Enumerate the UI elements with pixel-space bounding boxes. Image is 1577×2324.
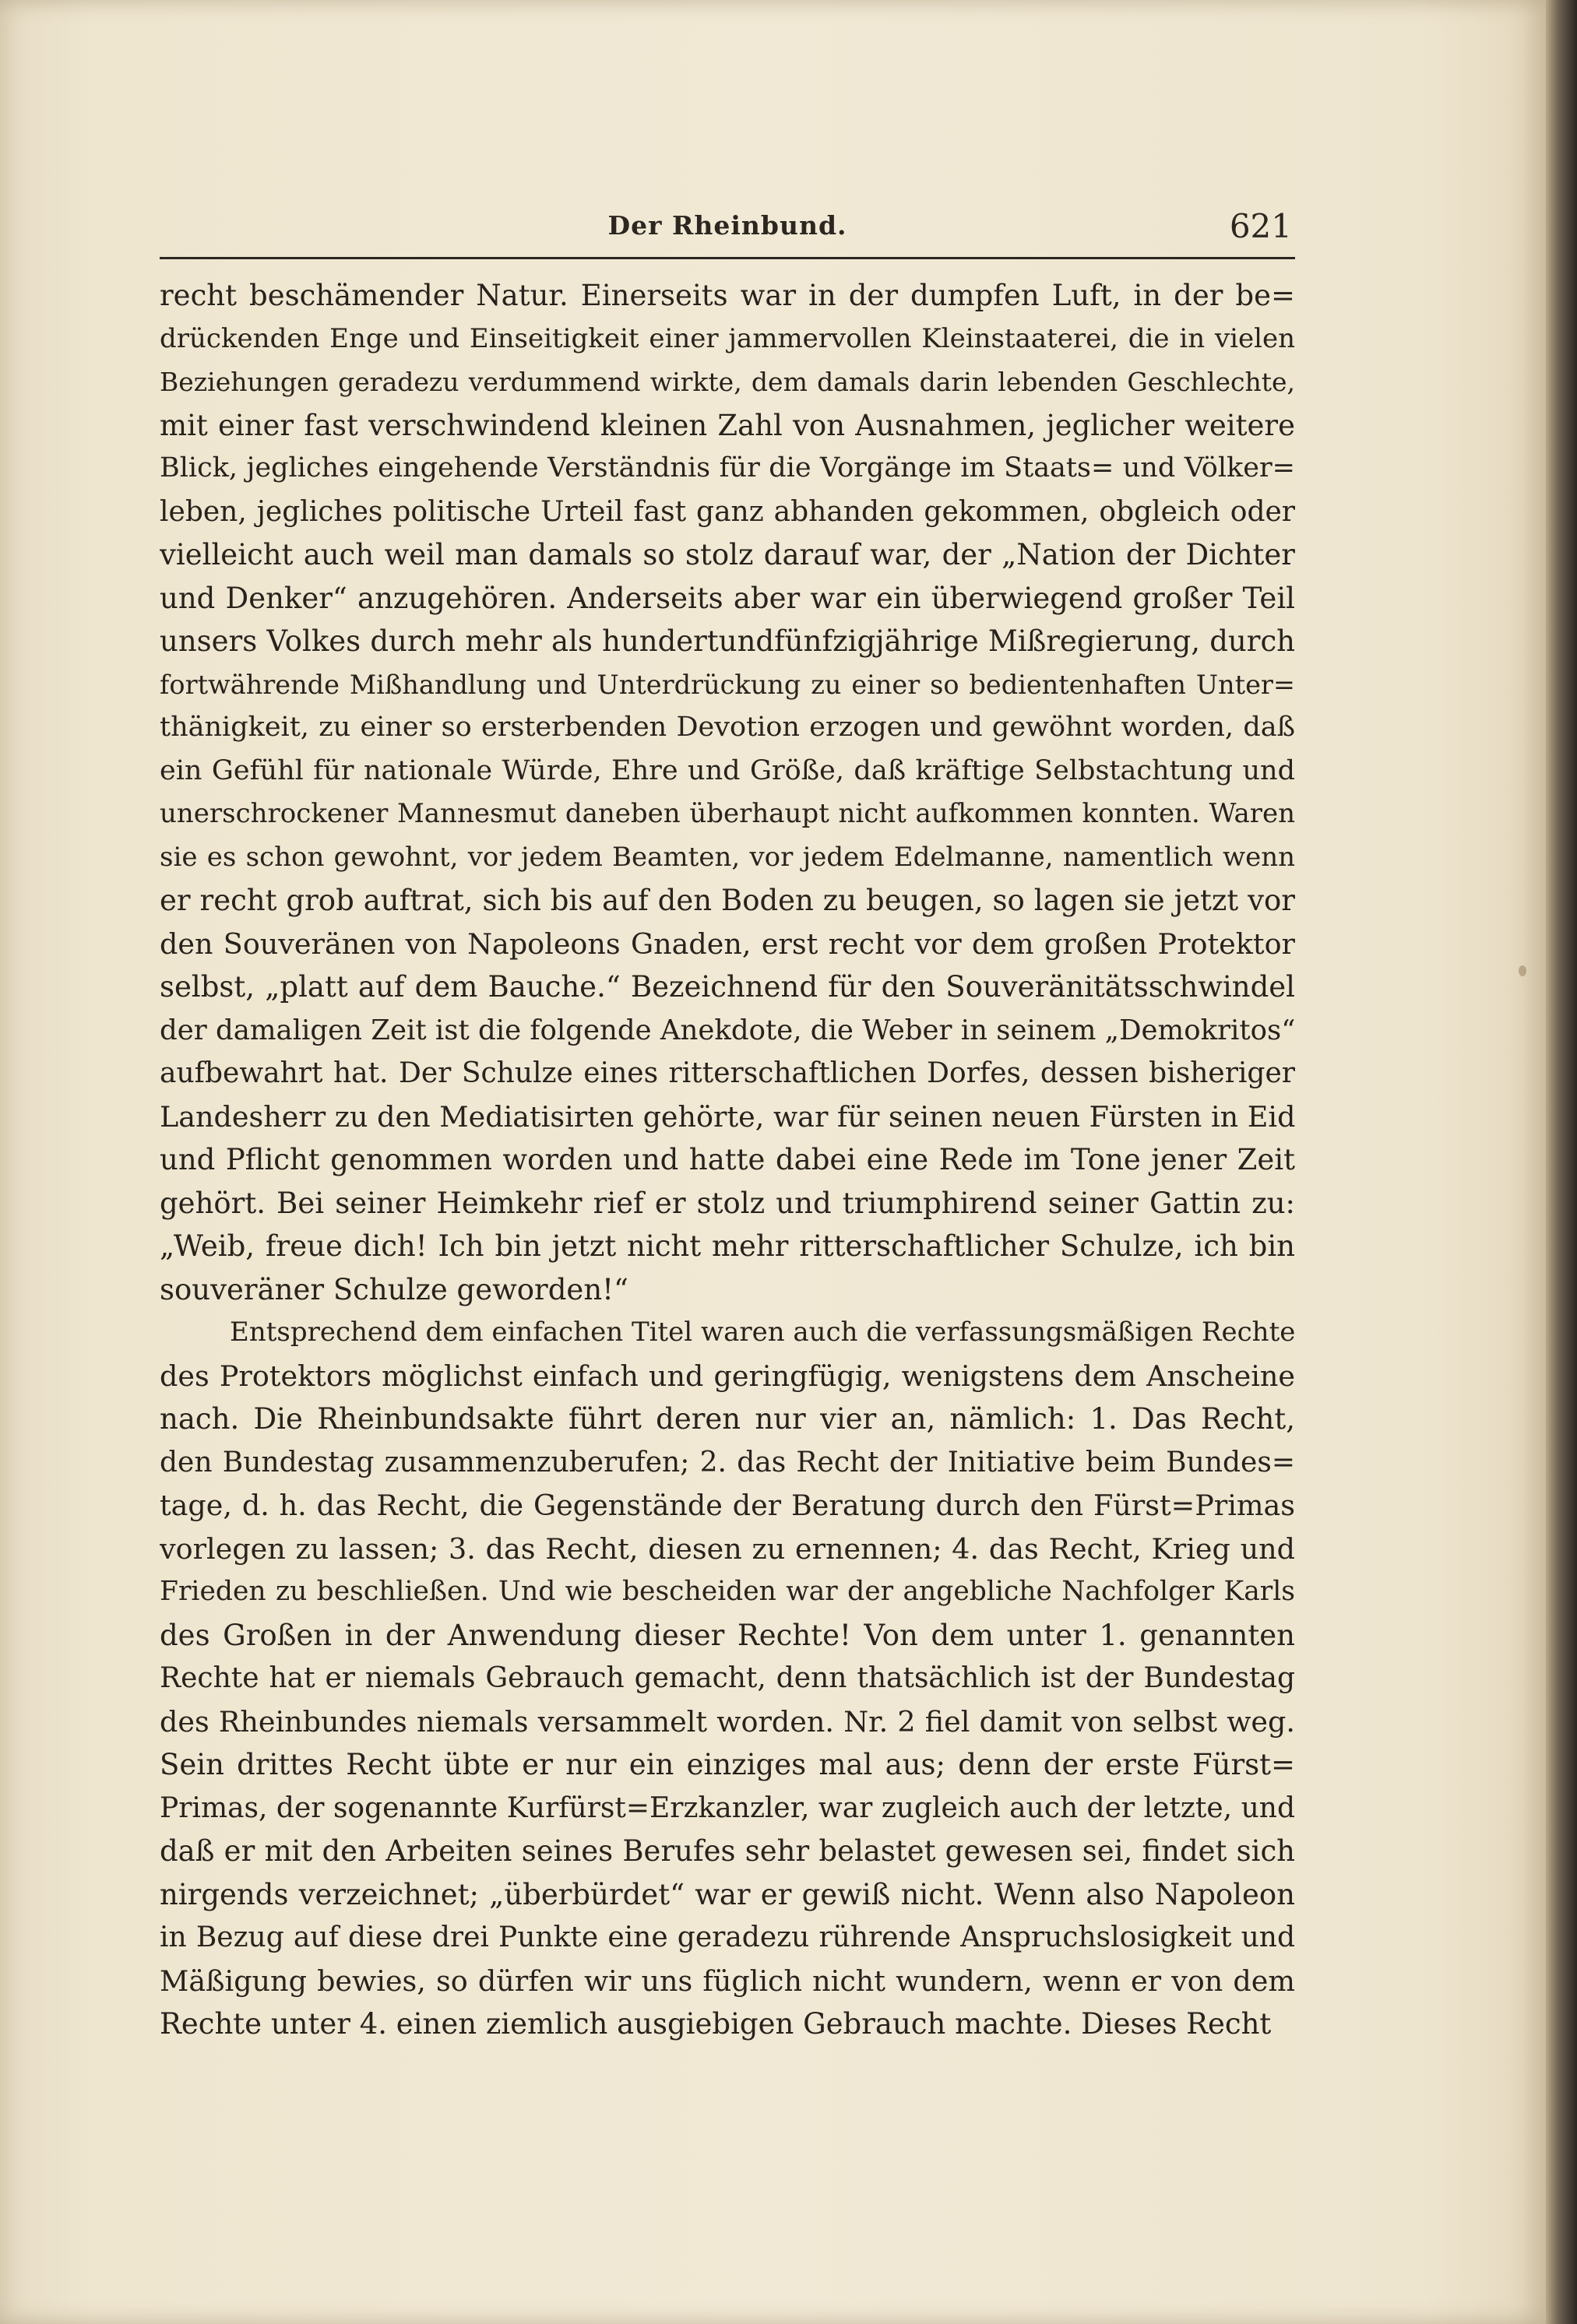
text-line: recht beschämender Natur. Einerseits war in der dumpfen Luft, in der be= (160, 279, 1295, 312)
text-line: in Bezug auf diese drei Punkte eine geradezu rührende Anspruchslosigkeit und (160, 1921, 1295, 1953)
text-line: mit einer fast verschwindend kleinen Zahl von Ausnahmen, jeglicher weitere (160, 408, 1295, 442)
page-number: 621 (1229, 207, 1292, 245)
text-line: und Pflicht genommen worden und hatte dabei eine Rede im Tone jener Zeit (160, 1143, 1295, 1176)
text-line: Sein drittes Recht übte er nur ein einziges mal aus; denn der erste Fürst= (160, 1748, 1295, 1781)
text-line: den Souveränen von Napoleons Gnaden, erst recht vor dem großen Protektor (160, 926, 1295, 961)
paragraph (160, 274, 1295, 1311)
text-line: Rechte unter 4. einen ziemlich ausgiebigen Gebrauch machte. Dieses Recht (160, 2007, 1272, 2041)
text-line: vorlegen zu lassen; 3. das Recht, diesen zu ernennen; 4. das Recht, Krieg und (160, 1531, 1295, 1566)
text-line: vielleicht auch weil man damals so stolz darauf war, der „Nation der Dichter (160, 538, 1295, 571)
text-line: Frieden zu beschließen. Und wie bescheiden war der angebliche Nachfolger Karls (160, 1576, 1295, 1607)
text-line: den Bundestag zusammenzuberufen; 2. das Recht der Initiative beim Bundes= (160, 1446, 1295, 1478)
paragraph (160, 1311, 1295, 2046)
running-title: Der Rheinbund. (607, 210, 847, 241)
text-line: thänigkeit, zu einer so ersterbenden Devotion erzogen und gewöhnt worden, daß (160, 712, 1295, 743)
text-line: leben, jegliches politische Urteil fast ganz abhanden gekommen, obgleich oder (160, 495, 1295, 528)
text-line: unsers Volkes durch mehr als hundertundfünfzigjährige Mißregierung, durch (160, 624, 1295, 658)
text-line: aufbewahrt hat. Der Schulze eines ritterschaftlichen Dorfes, dessen bisheriger (160, 1057, 1295, 1089)
text-line: des Rheinbundes niemals versammelt worden. Nr. 2 fiel damit von selbst weg. (160, 1704, 1295, 1739)
paper-stain (1519, 965, 1526, 976)
text-line: gehört. Bei seiner Heimkehr rief er stolz und triumphirend seiner Gattin zu: (160, 1186, 1295, 1220)
body-text (160, 274, 1295, 2046)
text-line: Mäßigung bewies, so dürfen wir uns füglich nicht wundern, wenn er von dem (160, 1964, 1295, 1998)
text-line: ein Gefühl für nationale Würde, Ehre und Größe, daß kräftige Selbstachtung und (160, 754, 1295, 786)
text-line: der damaligen Zeit ist die folgende Anekdote, die Weber in seinem „Demokritos“ (160, 1014, 1295, 1046)
page-edge (1546, 0, 1577, 2324)
text-line: daß er mit den Arbeiten seines Berufes sehr belastet gewesen sei, findet sich (160, 1834, 1295, 1868)
text-line: er recht grob auftrat, sich bis auf den Boden zu beugen, so lagen sie jetzt vor (160, 884, 1295, 917)
text-line: fortwährende Mißhandlung und Unterdrückung zu einer so bedientenhaften Unter= (160, 669, 1295, 700)
text-line: Beziehungen geradezu verdummend wirkte, dem damals darin lebenden Geschlechte, (160, 367, 1295, 397)
text-line: drückenden Enge und Einseitigkeit einer jammervollen Kleinstaaterei, die in vielen (160, 322, 1295, 354)
text-line: souveräner Schulze geworden!“ (160, 1272, 628, 1306)
text-line: des Großen in der Anwendung dieser Rechte! Von dem unter 1. genannten (160, 1618, 1295, 1652)
text-line: Entsprechend dem einfachen Titel waren auch die verfassungsmäßigen Rechte (230, 1317, 1295, 1348)
text-line: sie es schon gewohnt, vor jedem Beamten, vor jedem Edelmanne, namentlich wenn (160, 841, 1295, 873)
text-line: nach. Die Rheinbundsakte führt deren nur vier an, nämlich: 1. Das Recht, (160, 1402, 1295, 1436)
text-line: selbst, „platt auf dem Bauche.“ Bezeichnend für den Souveränitätsschwindel (160, 970, 1295, 1004)
text-line: Primas, der sogenannte Kurfürst=Erzkanzler, war zugleich auch der letzte, und (160, 1791, 1295, 1824)
text-line: tage, d. h. das Recht, die Gegenstände der Beratung durch den Fürst=Primas (160, 1489, 1295, 1522)
page-header (160, 209, 1295, 259)
text-line: nirgends verzeichnet; „überbürdet“ war er gewiß nicht. Wenn also Napoleon (160, 1877, 1295, 1911)
text-line: Rechte hat er niemals Gebrauch gemacht, denn thatsächlich ist der Bundestag (160, 1662, 1295, 1694)
text-line: und Denker“ anzugehören. Anderseits aber war ein überwiegend großer Teil (160, 581, 1295, 615)
text-line: unerschrockener Mannesmut daneben überhaupt nicht aufkommen konnten. Waren (160, 798, 1295, 829)
text-line: „Weib, freue dich! Ich bin jetzt nicht mehr ritterschaftlicher Schulze, ich bin (160, 1229, 1295, 1263)
text-line: Blick, jegliches eingehende Verständnis für die Vorgänge im Staats= und Völker= (160, 452, 1295, 483)
text-line: des Protektors möglichst einfach und geringfügig, wenigstens dem Anscheine (160, 1359, 1295, 1393)
text-line: Landesherr zu den Mediatisirten gehörte, war für seinen neuen Fürsten in Eid (160, 1099, 1295, 1134)
